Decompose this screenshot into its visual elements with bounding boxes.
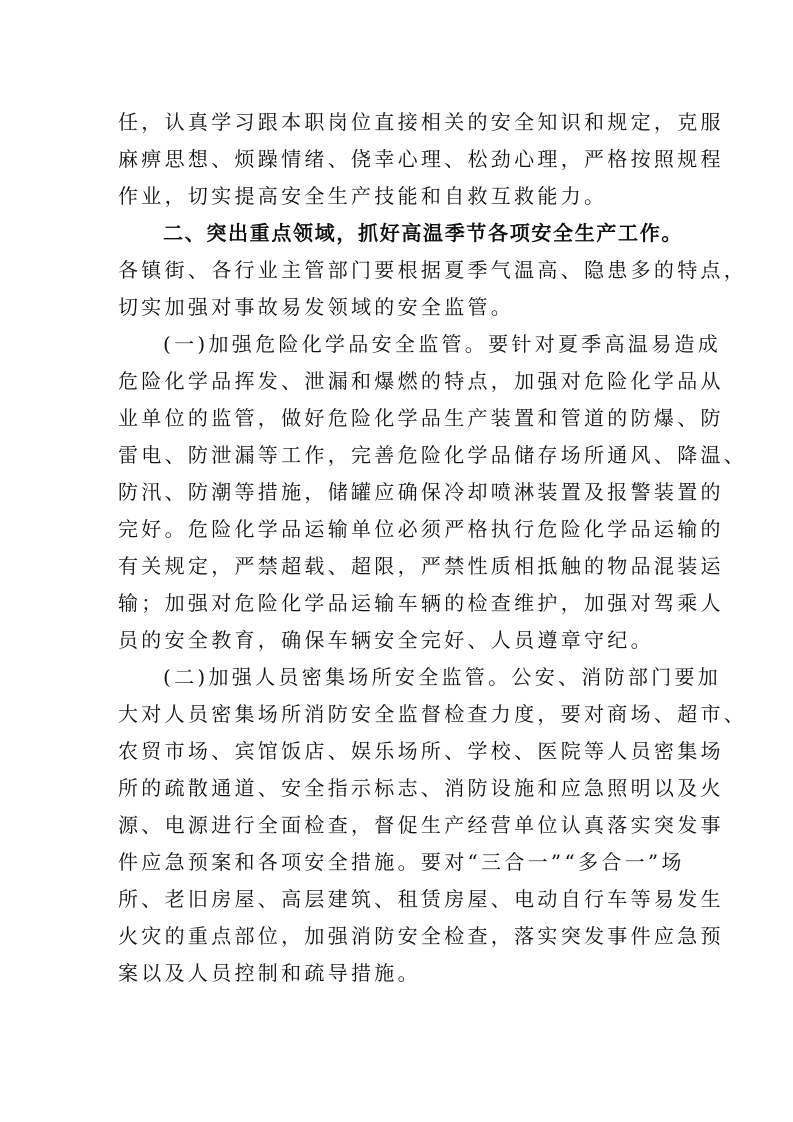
text-line: 员的安全教育，确保车辆安全完好、人员遵章守纪。 [118, 628, 654, 652]
text-line: 雷电、防泄漏等工作，完善危险化学品储存场所通风、降温、 [118, 443, 748, 467]
text-line: (一)加强危险化学品安全监管。要针对夏季高温易造成 [163, 332, 722, 356]
paragraph-section-two [118, 215, 748, 326]
text-line: 有关规定，严禁超载、超限，严禁性质相抵触的物品混装运 [118, 554, 724, 578]
document-page [118, 104, 748, 992]
paragraph-continuation [118, 104, 724, 215]
section-heading: 二、突出重点领域，抓好高温季节各项安全生产工作。 [163, 221, 683, 245]
text-line: 案以及人员控制和疏导措施。 [118, 961, 421, 985]
text-line: 农贸市场、宾馆饭店、娱乐场所、学校、医院等人员密集场 [118, 739, 724, 763]
text-line: 大对人员密集场所消防安全监督检查力度，要对商场、超市、 [118, 702, 748, 726]
text-line: 火灾的重点部位，加强消防安全检查，落实突发事件应急预 [118, 924, 724, 948]
text-line: 业单位的监管，做好危险化学品生产装置和管道的防爆、防 [118, 406, 724, 430]
text-line: 切实加强对事故易发领域的安全监管。 [118, 295, 515, 319]
text-line: 完好。危险化学品运输单位必须严格执行危险化学品运输的 [118, 517, 724, 541]
paragraph-item-one [118, 326, 748, 659]
text-line: 任，认真学习跟本职岗位直接相关的安全知识和规定，克服 [118, 110, 724, 134]
text-line: 源、电源进行全面检查，督促生产经营单位认真落实突发事 [118, 813, 724, 837]
text-line: 危险化学品挥发、泄漏和爆燃的特点，加强对危险化学品从 [118, 369, 724, 393]
text-line: 所、老旧房屋、高层建筑、租赁房屋、电动自行车等易发生 [118, 887, 724, 911]
text-line: 防汛、防潮等措施，储罐应确保冷却喷淋装置及报警装置的 [118, 480, 724, 504]
text-line: 各镇街、各行业主管部门要根据夏季气温高、隐患多的特点， [118, 258, 748, 282]
text-line: 作业，切实提高安全生产技能和自救互救能力。 [118, 184, 608, 208]
text-line: 件应急预案和各项安全措施。要对“三合一”“多合一”场 [118, 850, 685, 874]
text-line: 所的疏散通道、安全指示标志、消防设施和应急照明以及火 [118, 776, 724, 800]
text-line: 输；加强对危险化学品运输车辆的检查维护，加强对驾乘人 [118, 591, 724, 615]
text-line: 麻痹思想、烦躁情绪、侥幸心理、松劲心理，严格按照规程 [118, 147, 724, 171]
text-line: (二)加强人员密集场所安全监管。公安、消防部门要加 [163, 665, 722, 689]
paragraph-item-two [118, 659, 748, 992]
